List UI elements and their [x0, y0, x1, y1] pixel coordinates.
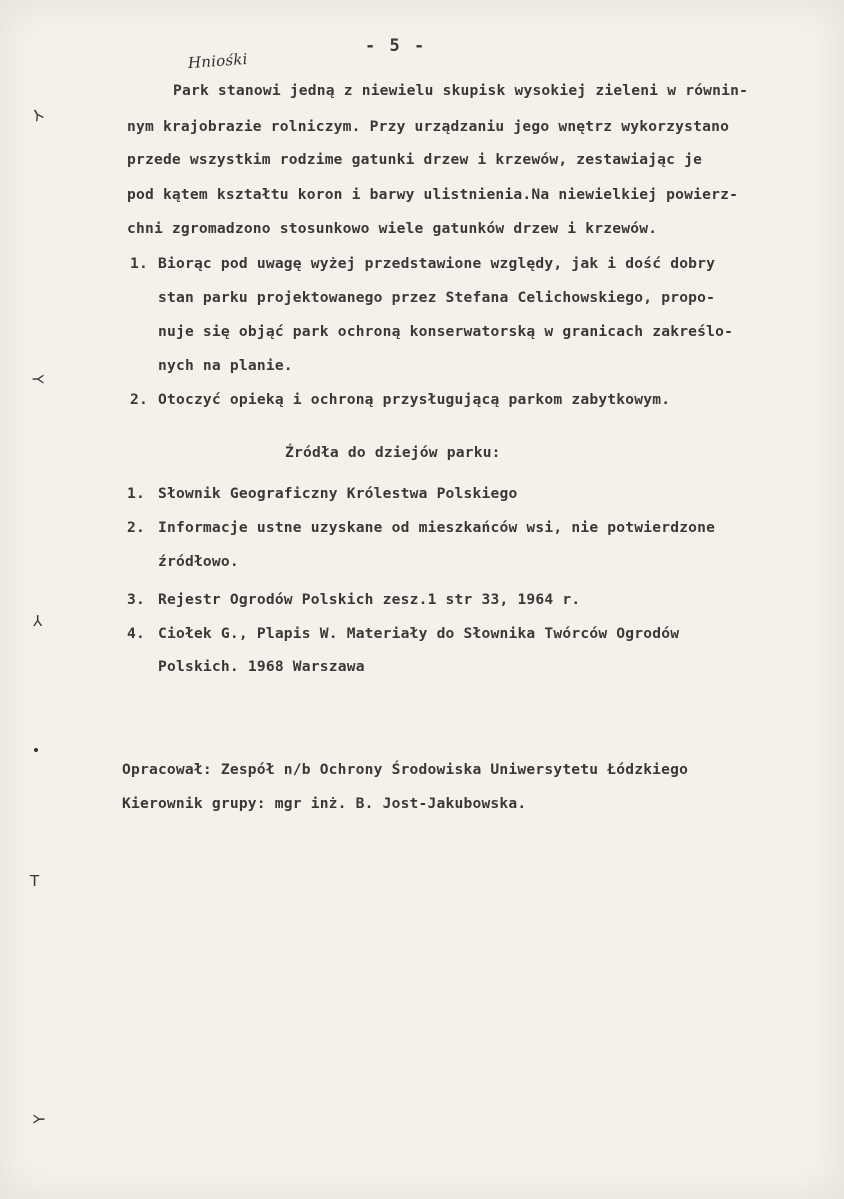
list-item-line: Biorąc pod uwagę wyżej przedstawione względy, jak i dość dobry [158, 255, 716, 272]
handwritten-note: Hniośki [187, 49, 249, 73]
margin-dot-icon [34, 748, 38, 752]
list-item-line: nych na planie. [158, 357, 293, 374]
margin-tick-icon: ⅄ [29, 374, 48, 384]
sources-heading: Źródła do dziejów parku: [285, 444, 501, 461]
margin-tick-icon: ⅄ [33, 612, 43, 630]
list-item-line: nuje się objąć park ochroną konserwatorską w granicach zakreślo- [158, 323, 734, 340]
list-item-number: 3. [127, 591, 145, 608]
list-item-number: 4. [127, 625, 145, 642]
intro-line: Park stanowi jedną z niewielu skupisk wysokiej zieleni w równin- [173, 82, 749, 99]
page-number: - 5 - [365, 36, 427, 56]
list-item-number: 1. [130, 255, 148, 272]
intro-line: nym krajobrazie rolniczym. Przy urządzaniu jego wnętrz wykorzystano [127, 118, 730, 135]
list-item-line: Polskich. 1968 Warszawa [158, 658, 365, 675]
list-item-number: 2. [127, 519, 145, 536]
list-item-line: Ciołek G., Plapis W. Materiały do Słownika Twórców Ogrodów [158, 625, 680, 642]
list-item-line: Rejestr Ogrodów Polskich zesz.1 str 33, 1964 r. [158, 591, 581, 608]
list-item-line: Słownik Geograficzny Królestwa Polskiego [158, 485, 518, 502]
margin-tick-icon: T [30, 872, 40, 890]
margin-tick-icon: ⅄ [29, 104, 47, 126]
intro-line: chni zgromadzono stosunkowo wiele gatunków drzew i krzewów. [127, 220, 658, 237]
list-item-number: 2. [130, 391, 148, 408]
intro-line: przede wszystkim rodzime gatunki drzew i krzewów, zestawiając je [127, 151, 703, 168]
list-item-line: stan parku projektowanego przez Stefana Celichowskiego, propo- [158, 289, 716, 306]
list-item-number: 1. [127, 485, 145, 502]
intro-line: pod kątem kształtu koron i barwy ulistnienia.Na niewielkiej powierz- [127, 186, 739, 203]
margin-tick-icon: ⅄ [29, 1114, 48, 1124]
list-item-line: Informacje ustne uzyskane od mieszkańców wsi, nie potwierdzone [158, 519, 716, 536]
prepared-by: Opracował: Zespół n/b Ochrony Środowiska Uniwersytetu Łódzkiego [122, 761, 689, 778]
list-item-line: Otoczyć opieką i ochroną przysługującą parkom zabytkowym. [158, 391, 671, 408]
group-leader: Kierownik grupy: mgr inż. B. Jost-Jakubowska. [122, 795, 527, 812]
list-item-line: źródłowo. [158, 553, 239, 570]
